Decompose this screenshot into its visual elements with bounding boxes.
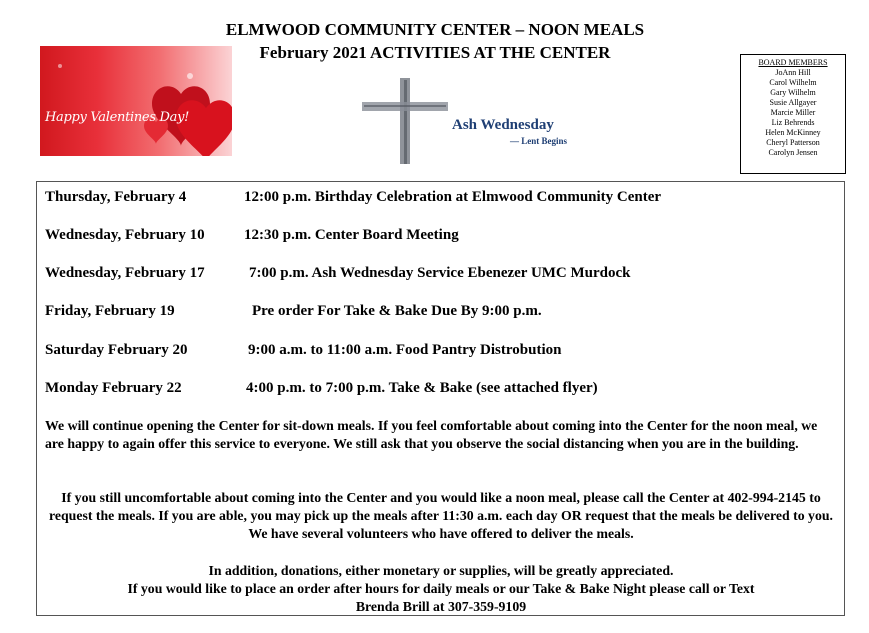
board-member: Marcie Miller <box>770 108 816 117</box>
board-heading: BOARD MEMBERS <box>758 58 828 67</box>
donations-paragraph <box>43 562 839 616</box>
ash-wednesday-title: Ash Wednesday <box>452 117 554 133</box>
board-member: Gary Wilhelm <box>770 88 816 97</box>
order-line: If you would like to place an order after hours for daily meals or our Take & Bake Night please call or Text <box>127 581 755 596</box>
event-detail: 9:00 a.m. to 11:00 a.m. Food Pantry Distrobution <box>248 342 562 358</box>
meal-delivery-paragraph: If you still uncomfortable about coming into the Center and you would like a noon meal, please call the Center at 402-994-2145 to request the meals. If you are able, you may pick up the meals after 11:30 a.m. each day OR request that the meals be delivered to you. We have several volunteers who have offered to deliver the meals. <box>49 490 833 541</box>
valentine-text: Happy Valentines Day! <box>45 110 190 125</box>
board-member: Helen McKinney <box>765 128 821 137</box>
contact-line: Brenda Brill at 307-359-9109 <box>355 599 527 614</box>
activities-box <box>36 181 845 616</box>
event-detail: Pre order For Take & Bake Due By 9:00 p.m. <box>252 303 542 319</box>
hearts-icon <box>40 46 232 156</box>
event-date: Wednesday, February 17 <box>45 265 205 281</box>
cross-icon <box>360 78 450 168</box>
board-member: JoAnn Hill <box>775 68 811 77</box>
board-members-box <box>740 54 846 174</box>
event-date: Thursday, February 4 <box>45 189 187 205</box>
board-member: Liz Behrends <box>771 118 815 127</box>
donations-line: In addition, donations, either monetary or supplies, will be greatly appreciated. <box>208 563 674 578</box>
sit-down-meals-paragraph: We will continue opening the Center for sit-down meals. If you feel comfortable about coming into the Center for the noon meal, we are happy to again offer this service to everyone. We still ask that you observe the social distancing when you are in the building. <box>45 418 818 451</box>
event-detail: 4:00 p.m. to 7:00 p.m. Take & Bake (see attached flyer) <box>246 380 598 396</box>
event-date: Friday, February 19 <box>45 303 175 319</box>
page-title: ELMWOOD COMMUNITY CENTER – NOON MEALS <box>225 20 645 39</box>
event-detail: 12:30 p.m. Center Board Meeting <box>244 227 459 243</box>
event-detail: 7:00 p.m. Ash Wednesday Service Ebenezer UMC Murdock <box>249 265 631 281</box>
event-date: Saturday February 20 <box>45 342 188 358</box>
board-member: Carolyn Jensen <box>768 148 818 157</box>
board-member: Cheryl Patterson <box>766 138 820 147</box>
event-date: Monday February 22 <box>45 380 182 396</box>
board-member: Carol Wilhelm <box>769 78 817 87</box>
ash-wednesday-subtitle: — Lent Begins <box>510 136 568 146</box>
board-member: Susie Allgayer <box>769 98 817 107</box>
event-detail: 12:00 p.m. Birthday Celebration at Elmwood Community Center <box>244 189 662 205</box>
valentine-image <box>40 46 232 156</box>
event-date: Wednesday, February 10 <box>45 227 205 243</box>
page-subtitle: February 2021 ACTIVITIES AT THE CENTER <box>259 43 611 62</box>
